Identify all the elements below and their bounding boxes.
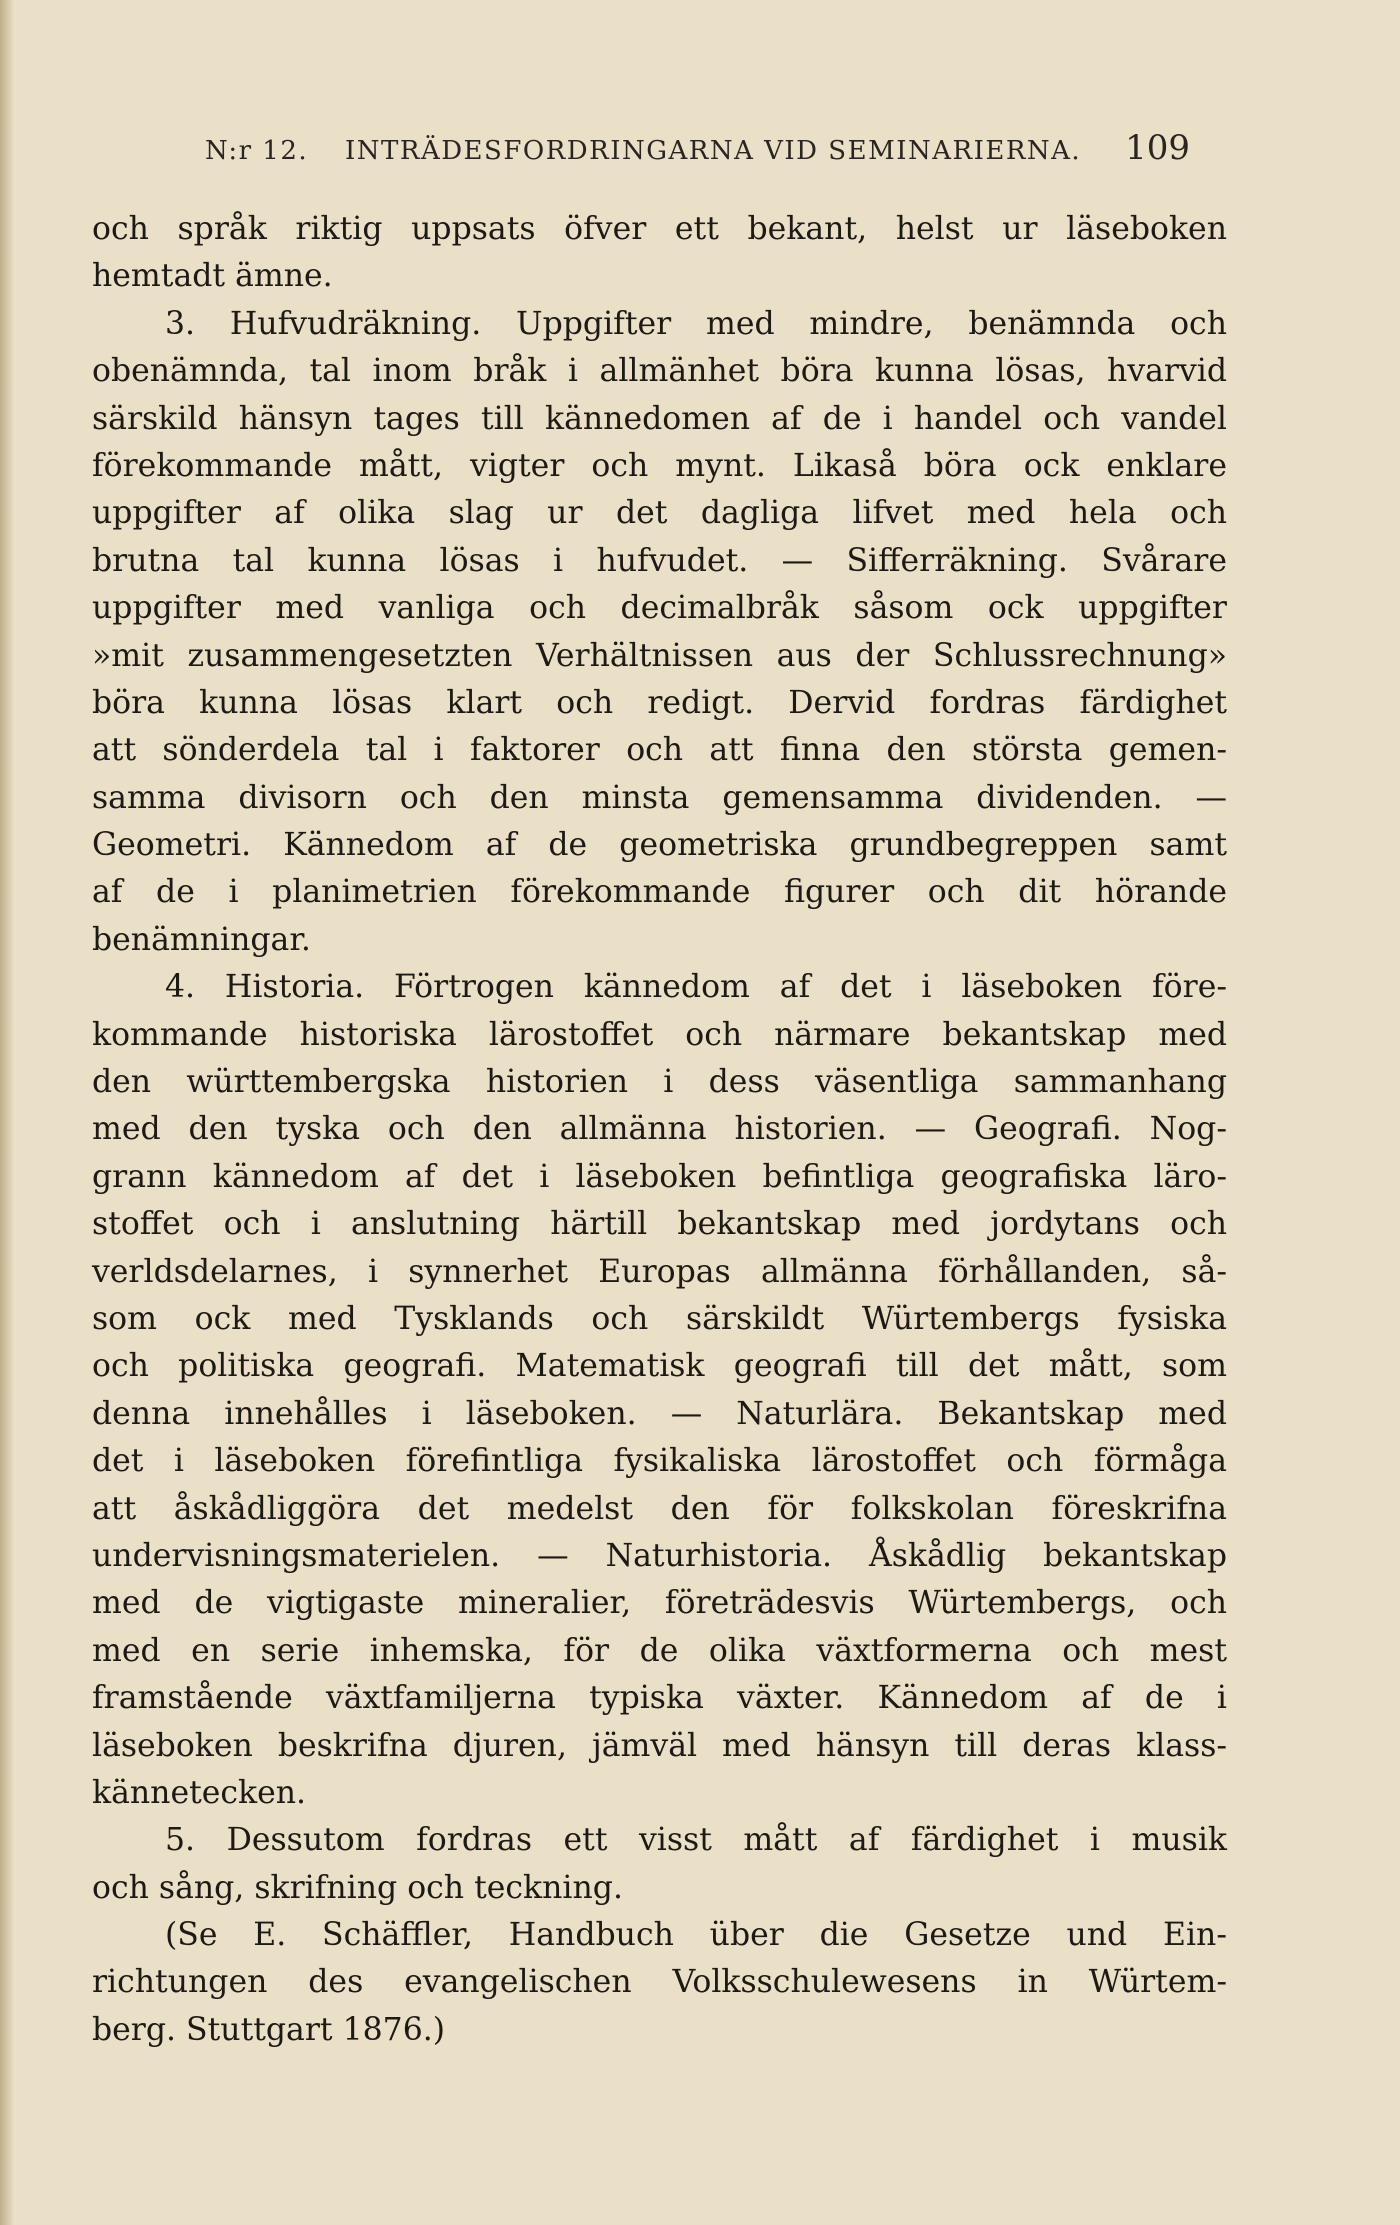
text-line: af de i planimetrien förekommande figurer och dit hörande [92, 874, 1227, 911]
text-line: med den tyska och den allmänna historien. — Geografi. Nog- [92, 1111, 1227, 1148]
text-line: som ock med Tysklands och särskildt Würtembergs fysiska [92, 1300, 1227, 1337]
text-line: med en serie inhemska, för de olika växtformerna och mest [92, 1632, 1227, 1669]
text-line: och sång, skrifning och teckning. [92, 1869, 623, 1906]
text-line: Geometri. Kännedom af de geometriska grundbegreppen samt [92, 827, 1227, 864]
text-line: benämningar. [92, 921, 311, 958]
body-text [92, 206, 1227, 2054]
text-line: uppgifter af olika slag ur det dagliga lifvet med hela och [92, 495, 1227, 532]
text-line: att sönderdela tal i faktorer och att finna den största gemen- [92, 732, 1227, 769]
text-line: undervisningsmaterielen. — Naturhistoria. Åskådlig bekantskap [92, 1537, 1227, 1574]
text-line: med de vigtigaste mineralier, företrädesvis Würtembergs, och [92, 1585, 1227, 1622]
text-line: uppgifter med vanliga och decimalbråk såsom ock uppgifter [92, 590, 1227, 627]
page-edge [0, 0, 14, 2225]
text-line: framstående växtfamiljerna typiska växter. Kännedom af de i [92, 1680, 1227, 1717]
text-line: grann kännedom af det i läseboken befintliga geografiska läro- [92, 1158, 1227, 1195]
text-line: (Se E. Schäffler, Handbuch über die Gesetze und Ein- [165, 1917, 1227, 1954]
text-line: richtungen des evangelischen Volksschulewesens in Würtem- [92, 1964, 1227, 2001]
text-line: 3. Hufvudräkning. Uppgifter med mindre, benämnda och [165, 305, 1227, 342]
text-line: kännetecken. [92, 1774, 307, 1811]
text-line: kommande historiska lärostoffet och närmare bekantskap med [92, 1016, 1227, 1053]
text-line: berg. Stuttgart 1876.) [92, 2011, 446, 2048]
text-line: det i läseboken förefintliga fysikaliska lärostoffet och förmåga [92, 1443, 1227, 1480]
text-line: samma divisorn och den minsta gemensamma dividenden. — [92, 779, 1227, 816]
text-line: 5. Dessutom fordras ett visst mått af färdighet i musik [165, 1822, 1227, 1859]
running-head-title: INTRÄDESFORDRINGARNA VID SEMINARIERNA. [345, 136, 1082, 166]
text-line: brutna tal kunna lösas i hufvudet. — Sifferräkning. Svårare [92, 542, 1227, 579]
section-number: N:r 12. [205, 136, 309, 166]
text-line: stoffet och i anslutning härtill bekantskap med jordytans och [92, 1206, 1227, 1243]
text-line: denna innehålles i läseboken. — Naturlära. Bekantskap med [92, 1395, 1227, 1432]
text-line: förekommande mått, vigter och mynt. Likaså böra ock enklare [92, 447, 1227, 484]
text-line: »mit zusammengesetzten Verhältnissen aus der Schlussrechnung» [92, 637, 1227, 674]
running-head [205, 128, 1190, 178]
text-line: att åskådliggöra det medelst den för folkskolan föreskrifna [92, 1490, 1227, 1527]
text-line: obenämnda, tal inom bråk i allmänhet böra kunna lösas, hvarvid [92, 353, 1227, 390]
text-line: böra kunna lösas klart och redigt. Dervid fordras färdighet [92, 684, 1227, 721]
text-line: och språk riktig uppsats öfver ett bekant, helst ur läseboken [92, 211, 1227, 247]
text-line: hemtadt ämne. [92, 258, 333, 295]
text-line: särskild hänsyn tages till kännedomen af de i handel och vandel [92, 400, 1227, 437]
page-number: 109 [1125, 128, 1190, 168]
text-line: och politiska geografi. Matematisk geografi till det mått, som [92, 1348, 1227, 1385]
text-line: läseboken beskrifna djuren, jämväl med hänsyn till deras klass- [92, 1727, 1227, 1764]
text-line: 4. Historia. Förtrogen kännedom af det i läseboken före- [165, 969, 1227, 1006]
text-line: den württembergska historien i dess väsentliga sammanhang [92, 1064, 1227, 1101]
text-line: verldsdelarnes, i synnerhet Europas allmänna förhållanden, så- [92, 1253, 1227, 1290]
